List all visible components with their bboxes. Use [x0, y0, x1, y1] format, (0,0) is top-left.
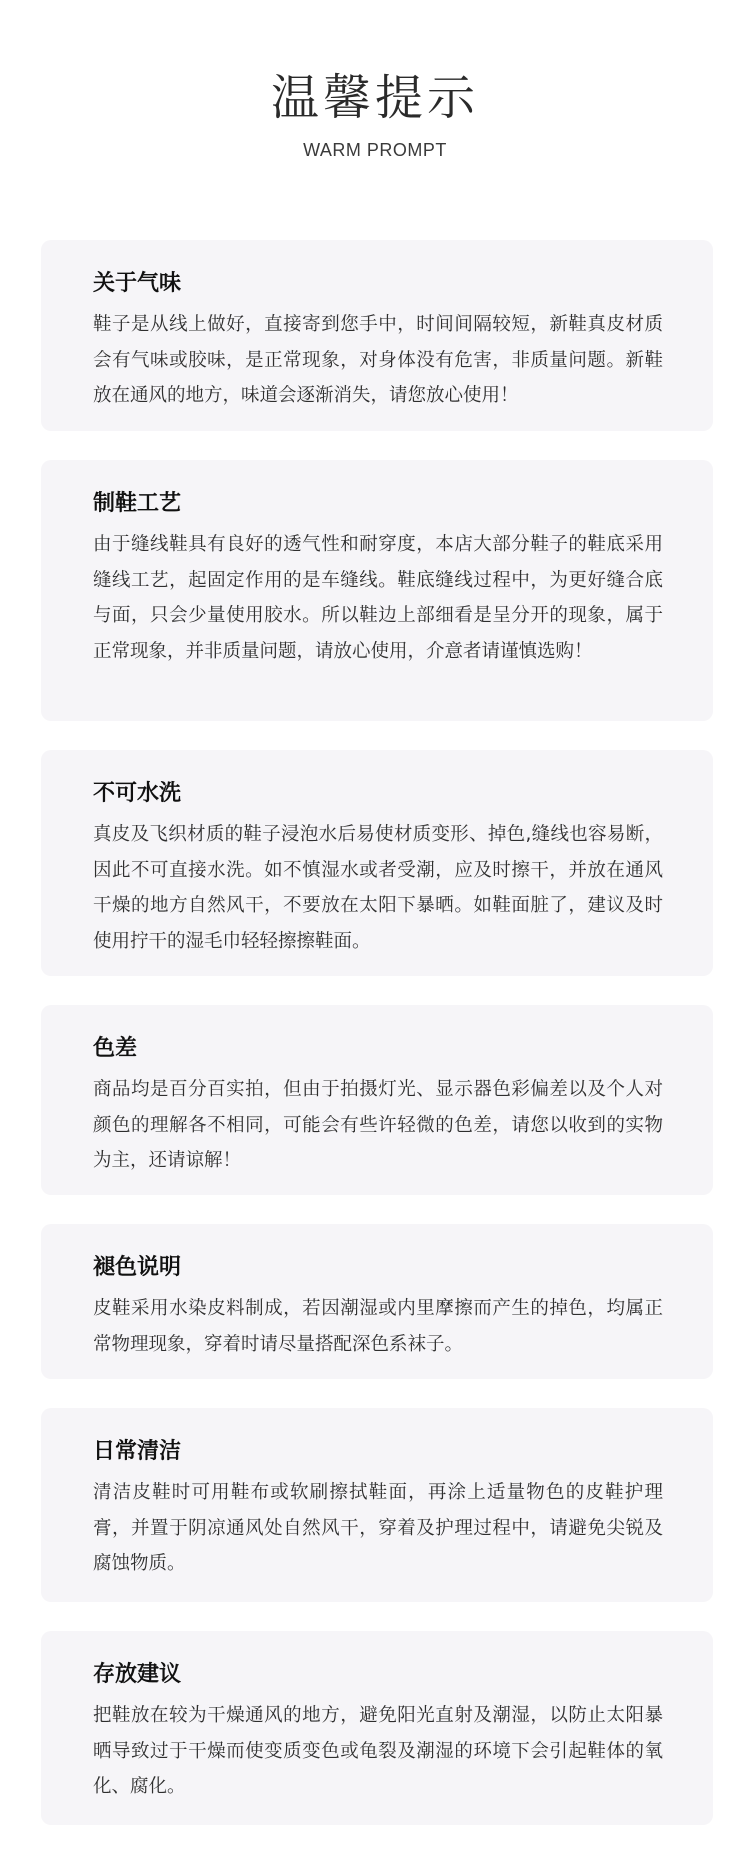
card-title: 不可水洗 — [93, 781, 182, 806]
card-title: 存放建议 — [93, 1662, 182, 1687]
page-subtitle: WARM PROMPT — [303, 140, 447, 160]
card-title: 制鞋工艺 — [93, 491, 182, 516]
card-body: 由于缝线鞋具有良好的透气性和耐穿度，本店大部分鞋子的鞋底采用缝线工艺，起固定作用的是车缝线。鞋底缝线过程中，为更好缝合底与面，只会少量使用胶水。所以鞋边上部细看是呈分开的现象，属于正常现象，并非质量问题，请放心使用，介意者请谨慎选购！ — [93, 534, 663, 662]
card-title: 褪色说明 — [93, 1255, 182, 1280]
notice-card-cleaning — [41, 1408, 713, 1602]
card-body: 鞋子是从线上做好，直接寄到您手中，时间间隔较短，新鞋真皮材质会有气味或胶味，是正常现象，对身体没有危害，非质量问题。新鞋放在通风的地方，味道会逐渐消失，请您放心使用！ — [93, 314, 663, 406]
card-body: 把鞋放在较为干燥通风的地方，避免阳光直射及潮湿，以防止太阳暴晒导致过于干燥而使变质变色或龟裂及潮湿的环境下会引起鞋体的氧化、腐化。 — [93, 1705, 663, 1797]
notice-card-fading — [41, 1224, 713, 1379]
notice-card-washing — [41, 750, 713, 976]
page-title: 温馨提示 — [270, 70, 479, 126]
notice-card-craft — [41, 460, 713, 721]
notice-card-smell — [41, 240, 713, 431]
card-title: 日常清洁 — [93, 1439, 182, 1464]
card-title: 关于气味 — [93, 271, 182, 296]
card-body: 真皮及飞织材质的鞋子浸泡水后易使材质变形、掉色,缝线也容易断，因此不可直接水洗。如不慎湿水或者受潮，应及时擦干，并放在通风干燥的地方自然风干，不要放在太阳下暴晒。如鞋面脏了，建议及时使用拧干的湿毛巾轻轻擦擦鞋面。 — [93, 824, 663, 952]
notice-card-color-difference — [41, 1005, 713, 1195]
card-body: 商品均是百分百实拍，但由于拍摄灯光、显示器色彩偏差以及个人对颜色的理解各不相同，可能会有些许轻微的色差，请您以收到的实物为主，还请谅解！ — [93, 1079, 663, 1171]
card-body: 皮鞋采用水染皮料制成，若因潮湿或内里摩擦而产生的掉色，均属正常物理现象，穿着时请尽量搭配深色系袜子。 — [93, 1298, 663, 1355]
card-body: 清洁皮鞋时可用鞋布或软刷擦拭鞋面，再涂上适量物色的皮鞋护理膏，并置于阴凉通风处自然风干，穿着及护理过程中，请避免尖锐及腐蚀物质。 — [93, 1482, 663, 1574]
card-title: 色差 — [93, 1036, 138, 1061]
page-header — [0, 66, 750, 161]
notice-card-storage — [41, 1631, 713, 1825]
